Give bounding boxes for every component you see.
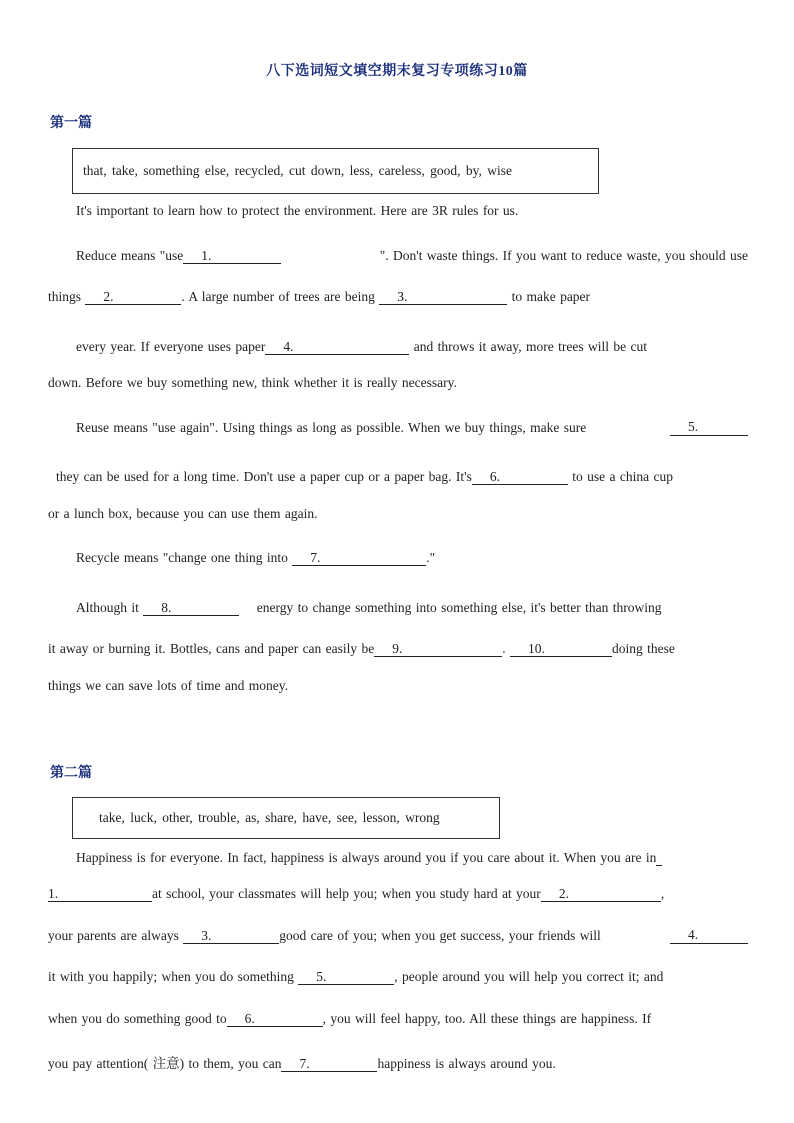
p1-blank-7[interactable]: 7.	[292, 551, 426, 566]
word-bank-1-text: that, take, something else, recycled, cut down, less, careless, good, by, wise	[83, 163, 513, 178]
passage-2-heading: 第二篇	[50, 766, 92, 781]
p1-line-intro: It's important to learn how to protect the environment. Here are 3R rules for us.	[76, 203, 519, 218]
p1-line-reuse: Reuse means "use again". Using things as long as possible. When we buy things, make sure 5.	[76, 420, 748, 436]
p1-blank-1[interactable]: 1.	[183, 249, 281, 264]
p2-blank-6[interactable]: 6.	[227, 1012, 323, 1027]
p1-blank-10[interactable]: 10.	[510, 642, 612, 657]
p1-blank-4[interactable]: 4.	[265, 340, 409, 355]
p2-blank-4[interactable]: 4.	[670, 928, 748, 944]
p1-line-things: things 2. . A large number of trees are being 3. to make paper	[48, 289, 591, 304]
p1-line-they: they can be used for a long time. Don't use a paper cup or a paper bag. It's 6. to use a china cup	[56, 469, 673, 484]
p1-line-save: things we can save lots of time and money.	[48, 678, 288, 693]
p1-line-itaway: it away or burning it. Bottles, cans and paper can easily be 9. . 10. doing these	[48, 641, 675, 656]
p1-blank-6[interactable]: 6.	[472, 470, 568, 485]
p1-blank-2[interactable]: 2.	[85, 290, 181, 305]
p1-blank-8[interactable]: 8.	[143, 601, 239, 616]
p2-blank-3[interactable]: 3.	[183, 929, 279, 944]
word-bank-1	[72, 148, 599, 194]
p2-blank-1[interactable]: 1.	[48, 887, 152, 902]
p2-line-it: it with you happily; when you do something 5. , people around you will help you correct it; and	[48, 969, 664, 984]
p2-line-happy: Happiness is for everyone. In fact, happiness is always around you if you care about it. When you are in	[76, 850, 748, 866]
p2-line-when: when you do something good to 6. , you will feel happy, too. All these things are happiness. If	[48, 1011, 652, 1026]
page-title: 八下选词短文填空期末复习专项练习10篇	[266, 64, 528, 79]
p1-line-reduce: Reduce means "use 1. ". Don't waste things. If you want to reduce waste, you should use	[76, 248, 748, 263]
p1-blank-5[interactable]: 5.	[670, 420, 748, 436]
p2-blank-7[interactable]: 7.	[281, 1057, 377, 1072]
p1-line-every: every year. If everyone uses paper 4. and throws it away, more trees will be cut	[76, 339, 647, 354]
p2-blank-5[interactable]: 5.	[298, 970, 394, 985]
p2-blank-2[interactable]: 2.	[541, 887, 661, 902]
p2-line-school: 1. at school, your classmates will help you; when you study hard at your 2. ,	[48, 886, 665, 901]
word-bank-2-text: take, luck, other, trouble, as, share, have, see, lesson, wrong	[99, 810, 440, 825]
p2-line-pay: you pay attention( 注意) to them, you can 7. happiness is always around you.	[48, 1056, 556, 1071]
p1-line-recycle: Recycle means "change one thing into 7. ."	[76, 550, 436, 565]
word-bank-2	[72, 797, 500, 839]
p1-line-lunch: or a lunch box, because you can use them again.	[48, 506, 318, 521]
p1-blank-3[interactable]: 3.	[379, 290, 507, 305]
p1-line-down: down. Before we buy something new, think whether it is really necessary.	[48, 375, 457, 390]
p2-line-parents: your parents are always 3. good care of you; when you get success, your friends will 4.	[48, 928, 748, 944]
p1-blank-9[interactable]: 9.	[374, 642, 502, 657]
p1-line-although: Although it 8. energy to change something into something else, it's better than throwing	[76, 600, 662, 615]
passage-1-heading: 第一篇	[50, 116, 92, 131]
